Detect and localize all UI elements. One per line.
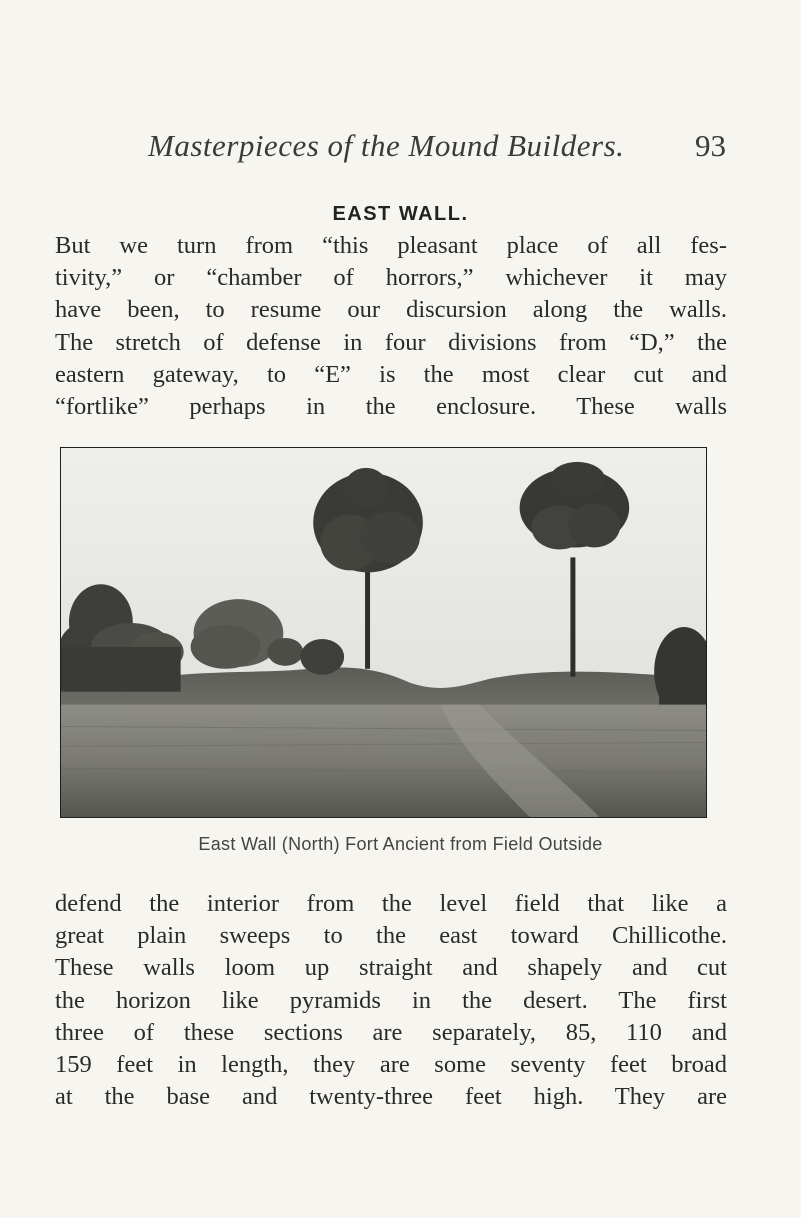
text-line: But we turn from “this pleasant place of all fes- <box>55 232 727 259</box>
photograph <box>61 448 706 817</box>
text-line: “fortlike” perhaps in the enclosure. These walls <box>55 393 727 421</box>
text-line: the horizon like pyramids in the desert. The first <box>55 986 727 1014</box>
text-line: tivity,” or “chamber of horrors,” whichever it may <box>55 264 727 292</box>
running-head <box>148 128 726 168</box>
text-line: 159 feet in length, they are some seventy feet broad <box>55 1051 727 1079</box>
figure-caption: East Wall (North) Fort Ancient from Field Outside <box>198 834 603 854</box>
paragraph-2 <box>55 888 727 1113</box>
running-title: Masterpieces of the Mound Builders. <box>148 128 625 163</box>
text-line: defend the interior from the level field that like a <box>55 890 727 917</box>
section-heading: EAST WALL. <box>332 203 469 225</box>
text-line: These walls loom up straight and shapely and cut <box>55 954 727 982</box>
paragraph-1 <box>55 230 727 423</box>
text-line: have been, to resume our discursion along the walls. <box>55 296 727 324</box>
text-line: The stretch of defense in four divisions from “D,” the <box>55 328 727 356</box>
text-line: three of these sections are separately, 85, 110 and <box>55 1018 727 1046</box>
text-line: at the base and twenty-three feet high. They are <box>55 1083 727 1111</box>
field <box>61 705 706 817</box>
photo-east-wall <box>60 447 707 818</box>
text-line: eastern gateway, to “E” is the most clear cut and <box>55 360 727 388</box>
page-number: 93 <box>695 128 726 163</box>
text-line: great plain sweeps to the east toward Chillicothe. <box>55 922 727 950</box>
